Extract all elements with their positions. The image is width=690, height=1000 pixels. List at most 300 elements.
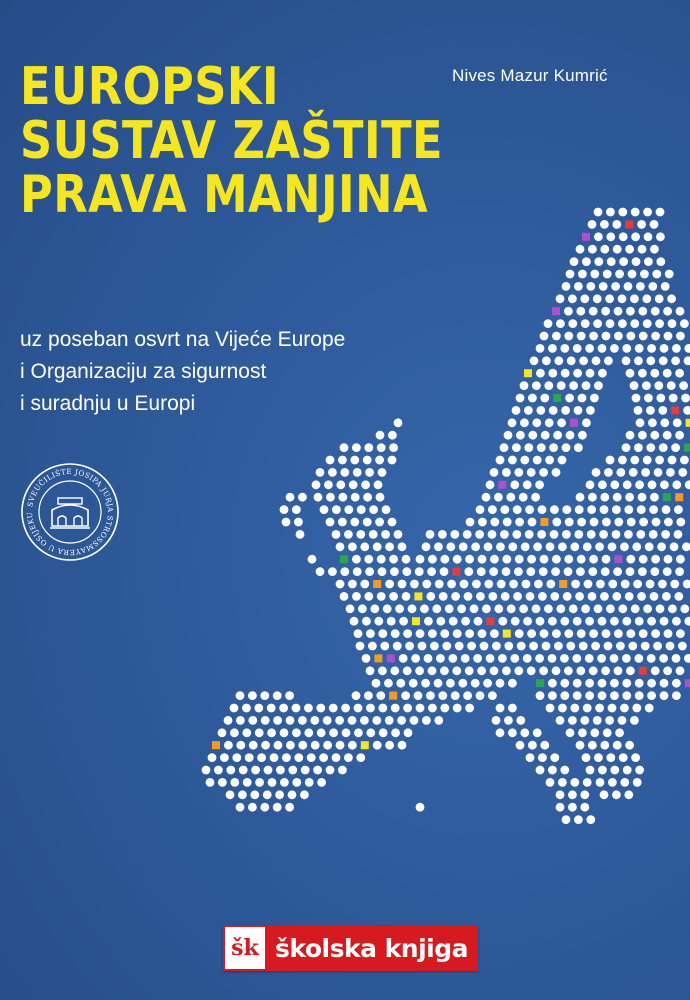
- map-accent-square: [686, 419, 690, 427]
- map-dot: [414, 691, 423, 700]
- map-dot: [582, 418, 591, 427]
- map-dot: [606, 604, 615, 613]
- map-dot: [676, 666, 685, 675]
- map-dot: [606, 319, 615, 328]
- map-dot: [239, 766, 248, 775]
- map-dot: [292, 778, 301, 787]
- map-dot: [560, 679, 569, 688]
- map-dot: [311, 741, 320, 750]
- map-dot: [561, 369, 570, 378]
- map-dot: [632, 704, 641, 713]
- map-dot: [436, 654, 445, 663]
- map-dot: [683, 406, 690, 415]
- map-dot: [564, 629, 573, 638]
- map-dot: [589, 629, 598, 638]
- map-dot: [652, 270, 661, 279]
- map-dot: [538, 505, 547, 514]
- map-dot: [646, 580, 655, 589]
- map-dot: [464, 567, 473, 576]
- map-dot: [663, 307, 672, 316]
- map-dot: [383, 604, 392, 613]
- map-dot: [385, 716, 394, 725]
- map-dot: [422, 580, 431, 589]
- map-dot: [409, 679, 418, 688]
- map-dot: [305, 778, 314, 787]
- map-dot: [329, 728, 338, 737]
- map-dot: [438, 691, 447, 700]
- map-dot: [577, 332, 586, 341]
- map-dot: [682, 542, 690, 551]
- map-accent-square: [373, 580, 381, 588]
- map-dot: [649, 505, 658, 514]
- map-dot: [508, 418, 517, 427]
- map-dot: [643, 604, 652, 613]
- map-dot: [552, 332, 561, 341]
- map-dot: [440, 555, 449, 564]
- map-dot: [586, 480, 595, 489]
- map-dot: [604, 642, 613, 651]
- map-dot: [585, 617, 594, 626]
- map-dot: [594, 381, 603, 390]
- map-dot: [230, 704, 239, 713]
- map-dot: [364, 443, 373, 452]
- map-dot: [490, 468, 499, 477]
- map-dot: [648, 282, 657, 291]
- map-dot: [580, 803, 589, 812]
- map-dot: [581, 319, 590, 328]
- map-dot: [251, 766, 260, 775]
- map-dot: [675, 369, 684, 378]
- map-dot: [338, 518, 347, 527]
- map-dot: [594, 604, 603, 613]
- map-dot: [336, 580, 345, 589]
- map-dot: [624, 505, 633, 514]
- map-dot: [508, 728, 517, 737]
- map-dot: [390, 666, 399, 675]
- map-dot: [544, 604, 553, 613]
- map-dot: [396, 679, 405, 688]
- map-dot: [428, 629, 437, 638]
- map-dot: [607, 257, 616, 266]
- map-dot: [453, 555, 462, 564]
- map-dot: [592, 356, 601, 365]
- map-dot: [582, 257, 591, 266]
- map-dot: [656, 604, 665, 613]
- map-dot: [536, 617, 545, 626]
- map-dot: [535, 654, 544, 663]
- map-dot: [581, 604, 590, 613]
- map-dot: [566, 728, 575, 737]
- map-dot: [477, 666, 486, 675]
- map-dot: [465, 629, 474, 638]
- map-dot: [214, 766, 223, 775]
- map-dot: [614, 332, 623, 341]
- map-dot: [580, 790, 589, 799]
- map-dot: [600, 220, 609, 229]
- map-dot: [336, 542, 345, 551]
- map-dot: [521, 542, 530, 551]
- map-dot: [644, 257, 653, 266]
- map-dot: [273, 716, 282, 725]
- map-dot: [663, 567, 672, 576]
- map-dot: [563, 592, 572, 601]
- map-dot: [599, 530, 608, 539]
- map-dot: [230, 778, 239, 787]
- map-dot: [624, 790, 633, 799]
- map-dot: [576, 245, 585, 254]
- map-dot: [562, 443, 571, 452]
- map-dot: [634, 356, 643, 365]
- map-dot: [398, 741, 407, 750]
- map-dot: [536, 406, 545, 415]
- map-dot: [548, 691, 557, 700]
- map-dot: [668, 319, 677, 328]
- map-dot: [357, 505, 366, 514]
- map-dot: [612, 220, 621, 229]
- map-dot: [568, 803, 577, 812]
- map-dot: [641, 468, 650, 477]
- map-dot: [520, 381, 529, 390]
- map-dot: [578, 431, 587, 440]
- map-dot: [582, 381, 591, 390]
- map-dot: [601, 307, 610, 316]
- map-dot: [541, 431, 550, 440]
- map-dot: [658, 406, 667, 415]
- map-dot: [490, 518, 499, 527]
- map-dot: [385, 542, 394, 551]
- map-dot: [629, 468, 638, 477]
- map-dot: [504, 642, 513, 651]
- map-dot: [598, 344, 607, 353]
- map-dot: [510, 654, 519, 663]
- map-dot: [527, 629, 536, 638]
- map-dot: [660, 480, 669, 489]
- map-dot: [675, 567, 684, 576]
- map-dot: [636, 530, 645, 539]
- map-dot: [374, 480, 383, 489]
- map-dot: [248, 691, 257, 700]
- map-dot: [363, 493, 372, 502]
- map-dot: [344, 530, 353, 539]
- map-dot: [509, 580, 518, 589]
- map-dot: [613, 567, 622, 576]
- map-dot: [515, 555, 524, 564]
- map-dot: [365, 567, 374, 576]
- map-dot: [463, 691, 472, 700]
- map-dot: [389, 555, 398, 564]
- map-dot: [635, 344, 644, 353]
- map-dot: [568, 716, 577, 725]
- map-dot: [642, 381, 651, 390]
- map-dot: [402, 592, 411, 601]
- map-dot: [488, 592, 497, 601]
- map-dot: [472, 580, 481, 589]
- map-dot: [540, 332, 549, 341]
- map-dot: [341, 704, 350, 713]
- map-dot: [516, 394, 525, 403]
- map-dot: [632, 394, 641, 403]
- map-dot: [548, 369, 557, 378]
- map-dot: [275, 790, 284, 799]
- map-dot: [671, 443, 680, 452]
- map-dot: [591, 642, 600, 651]
- map-dot: [328, 567, 337, 576]
- map-dot: [351, 493, 360, 502]
- map-dot: [362, 617, 371, 626]
- map-accent-square: [524, 369, 532, 377]
- map-dot: [643, 208, 652, 217]
- map-dot: [438, 530, 447, 539]
- map-dot: [282, 518, 291, 527]
- map-dot: [523, 617, 532, 626]
- map-dot: [249, 741, 258, 750]
- book-title: [20, 57, 467, 225]
- map-dot: [552, 518, 561, 527]
- map-dot: [482, 604, 491, 613]
- map-dot: [317, 778, 326, 787]
- map-dot: [602, 629, 611, 638]
- map-dot: [615, 270, 624, 279]
- map-dot: [402, 567, 411, 576]
- map-dot: [613, 245, 622, 254]
- map-dot: [590, 728, 599, 737]
- map-dot: [678, 642, 687, 651]
- map-dot: [590, 518, 599, 527]
- map-dot: [662, 592, 671, 601]
- map-dot: [372, 679, 381, 688]
- map-dot: [560, 617, 569, 626]
- map-dot: [634, 654, 643, 663]
- map-dot: [659, 443, 668, 452]
- map-dot: [586, 766, 595, 775]
- map-dot: [613, 493, 622, 502]
- map-dot: [378, 666, 387, 675]
- map-dot: [508, 704, 517, 713]
- map-dot: [376, 691, 385, 700]
- map-dot: [523, 480, 532, 489]
- map-dot: [664, 518, 673, 527]
- map-dot: [391, 704, 400, 713]
- map-dot: [471, 679, 480, 688]
- map-dot: [373, 542, 382, 551]
- map-dot: [352, 443, 361, 452]
- map-dot: [536, 691, 545, 700]
- map-dot: [642, 294, 651, 303]
- map-dot: [655, 456, 664, 465]
- map-dot: [377, 443, 386, 452]
- map-dot: [664, 629, 673, 638]
- map-dot: [319, 753, 328, 762]
- map-dot: [411, 654, 420, 663]
- map-dot: [254, 704, 263, 713]
- map-dot: [440, 666, 449, 675]
- map-dot: [638, 431, 647, 440]
- map-dot: [366, 728, 375, 737]
- map-dot: [635, 691, 644, 700]
- map-dot: [460, 580, 469, 589]
- map-dot: [608, 704, 617, 713]
- map-dot: [622, 344, 631, 353]
- title-line: PRAVA MANJINA: [20, 165, 428, 225]
- map-dot: [613, 741, 622, 750]
- map-dot: [470, 604, 479, 613]
- map-dot: [484, 580, 493, 589]
- map-dot: [662, 505, 671, 514]
- map-dot: [639, 332, 648, 341]
- map-dot: [636, 282, 645, 291]
- map-accent-square: [503, 630, 511, 638]
- map-dot: [463, 530, 472, 539]
- map-dot: [630, 381, 639, 390]
- map-dot: [484, 542, 493, 551]
- map-dot: [502, 468, 511, 477]
- map-dot: [388, 518, 397, 527]
- map-dot: [356, 753, 365, 762]
- map-dot: [674, 530, 683, 539]
- map-dot: [575, 505, 584, 514]
- map-dot: [585, 344, 594, 353]
- map-dot: [522, 580, 531, 589]
- map-dot: [453, 704, 462, 713]
- map-dot: [508, 456, 517, 465]
- map-dot: [378, 567, 387, 576]
- map-dot: [583, 778, 592, 787]
- map-dot: [350, 617, 359, 626]
- map-dot: [616, 642, 625, 651]
- map-dot: [640, 270, 649, 279]
- map-dot: [600, 493, 609, 502]
- map-dot: [500, 443, 509, 452]
- map-dot: [528, 431, 537, 440]
- map-dot: [626, 307, 635, 316]
- map-dot: [532, 381, 541, 390]
- map-dot: [336, 480, 345, 489]
- map-dot: [572, 654, 581, 663]
- map-dot: [503, 518, 512, 527]
- map-dot: [366, 704, 375, 713]
- map-dot: [610, 344, 619, 353]
- map-dot: [601, 666, 610, 675]
- map-dot: [490, 666, 499, 675]
- map-dot: [316, 468, 325, 477]
- map-dot: [236, 716, 245, 725]
- map-dot: [286, 716, 295, 725]
- map-dot: [660, 418, 669, 427]
- map-dot: [527, 666, 536, 675]
- map-dot: [285, 803, 294, 812]
- map-dot: [641, 642, 650, 651]
- map-dot: [410, 716, 419, 725]
- map-dot: [496, 456, 505, 465]
- map-dot: [478, 555, 487, 564]
- map-dot: [320, 505, 329, 514]
- map-dot: [260, 803, 269, 812]
- map-dot: [364, 592, 373, 601]
- map-dot: [301, 766, 310, 775]
- map-dot: [661, 530, 670, 539]
- map-dot: [560, 654, 569, 663]
- map-dot: [672, 691, 681, 700]
- map-dot: [540, 555, 549, 564]
- map-dot: [366, 666, 375, 675]
- map-dot: [282, 753, 291, 762]
- map-dot: [439, 592, 448, 601]
- map-dot: [592, 468, 601, 477]
- map-dot: [338, 766, 347, 775]
- map-dot: [451, 691, 460, 700]
- map-dot: [653, 642, 662, 651]
- map-dot: [635, 679, 644, 688]
- map-dot: [608, 542, 617, 551]
- map-dot: [624, 530, 633, 539]
- map-dot: [497, 580, 506, 589]
- map-dot: [385, 580, 394, 589]
- map-dot: [332, 505, 341, 514]
- map-dot: [226, 790, 235, 799]
- map-dot: [280, 778, 289, 787]
- map-dot: [556, 294, 565, 303]
- map-dot: [349, 480, 358, 489]
- map-dot: [525, 505, 534, 514]
- map-dot: [292, 704, 301, 713]
- map-dot: [570, 257, 579, 266]
- map-dot: [344, 753, 353, 762]
- map-dot: [645, 542, 654, 551]
- map-dot: [558, 456, 567, 465]
- map-dot: [536, 344, 545, 353]
- map-dot: [618, 319, 627, 328]
- map-dot: [298, 716, 307, 725]
- map-dot: [614, 307, 623, 316]
- map-dot: [666, 468, 675, 477]
- map-dot: [676, 307, 685, 316]
- map-dot: [263, 790, 272, 799]
- map-dot: [482, 493, 491, 502]
- map-dot: [348, 542, 357, 551]
- map-dot: [356, 642, 365, 651]
- map-dot: [507, 604, 516, 613]
- map-dot: [684, 617, 690, 626]
- map-dot: [639, 555, 648, 564]
- map-dot: [585, 691, 594, 700]
- map-dot: [465, 704, 474, 713]
- map-dot: [674, 592, 683, 601]
- map-dot: [588, 592, 597, 601]
- map-dot: [576, 666, 585, 675]
- map-dot: [619, 232, 628, 241]
- map-dot: [633, 580, 642, 589]
- map-dot: [477, 567, 486, 576]
- map-dot: [630, 456, 639, 465]
- map-dot: [586, 815, 595, 824]
- map-dot: [361, 480, 370, 489]
- map-dot: [647, 344, 656, 353]
- map-dot: [546, 542, 555, 551]
- map-dot: [615, 728, 624, 737]
- map-dot: [540, 629, 549, 638]
- map-dot: [675, 431, 684, 440]
- map-dot: [206, 778, 215, 787]
- map-dot: [598, 480, 607, 489]
- map-dot: [401, 691, 410, 700]
- map-dot: [257, 753, 266, 762]
- map-dot: [307, 753, 316, 762]
- map-dot: [626, 369, 635, 378]
- map-dot: [424, 654, 433, 663]
- map-dot: [532, 604, 541, 613]
- map-dot: [621, 580, 630, 589]
- map-dot: [542, 642, 551, 651]
